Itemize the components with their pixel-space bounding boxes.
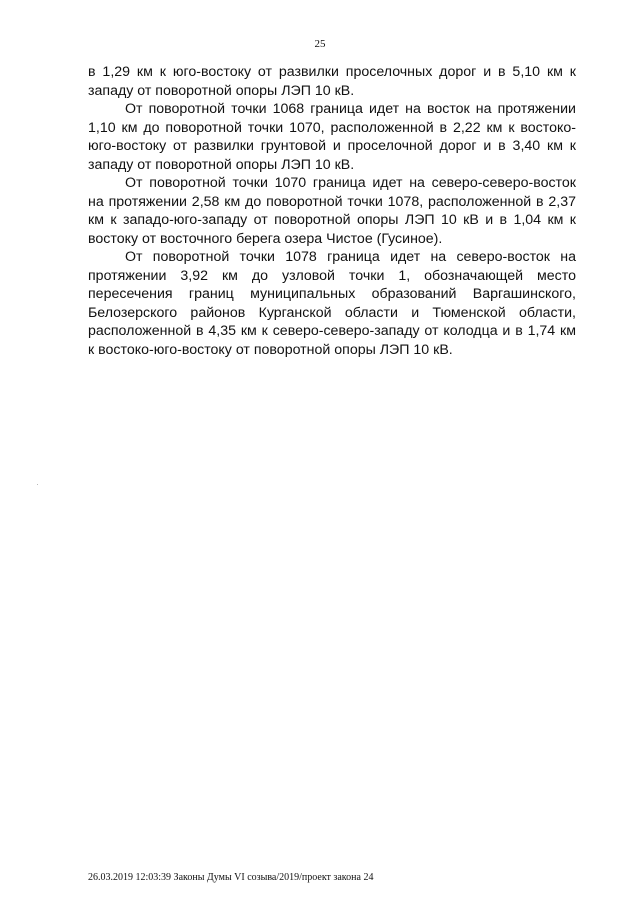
paragraph-continuation: в 1,29 км к юго-востоку от развилки проселочных дорог и в 5,10 км к западу от поворотной опоры ЛЭП 10 кВ.	[88, 64, 576, 99]
paragraph-point-1070: От поворотной точки 1070 граница идет на северо-северо-восток на протяжении 2,58 км до поворотной точки 1078, расположенной в 2,37 км к западо-юго-западу от поворотной опоры ЛЭП 10 кВ и в 1,04 км к востоку от восточного берега озера Чистое (Гусиное).	[88, 175, 576, 247]
paragraph-point-1078: От поворотной точки 1078 граница идет на северо-восток на протяжении 3,92 км до узловой точки 1, обозначающей место пересечения границ муниципальных образований Варгашинского, Белозерского районов Курганской области и Тюменской области, расположенной в 4,35 км к северо-северо-западу от колодца и в 1,74 км к востоко-юго-востоку от поворотной опоры ЛЭП 10 кВ.	[88, 249, 576, 358]
scan-artifact-dot	[37, 484, 38, 485]
document-body	[88, 63, 576, 359]
page-number: 25	[314, 38, 326, 50]
paragraph-point-1068: От поворотной точки 1068 граница идет на восток на протяжении 1,10 км до поворотной точки 1070, расположенной в 2,22 км к востоко-юго-востоку от развилки грунтовой и проселочной дорог и в 3,40 км к западу от поворотной опоры ЛЭП 10 кВ.	[88, 101, 576, 173]
document-footer: 26.03.2019 12:03:39 Законы Думы VI созыва/2019/проект закона 24	[88, 872, 374, 883]
